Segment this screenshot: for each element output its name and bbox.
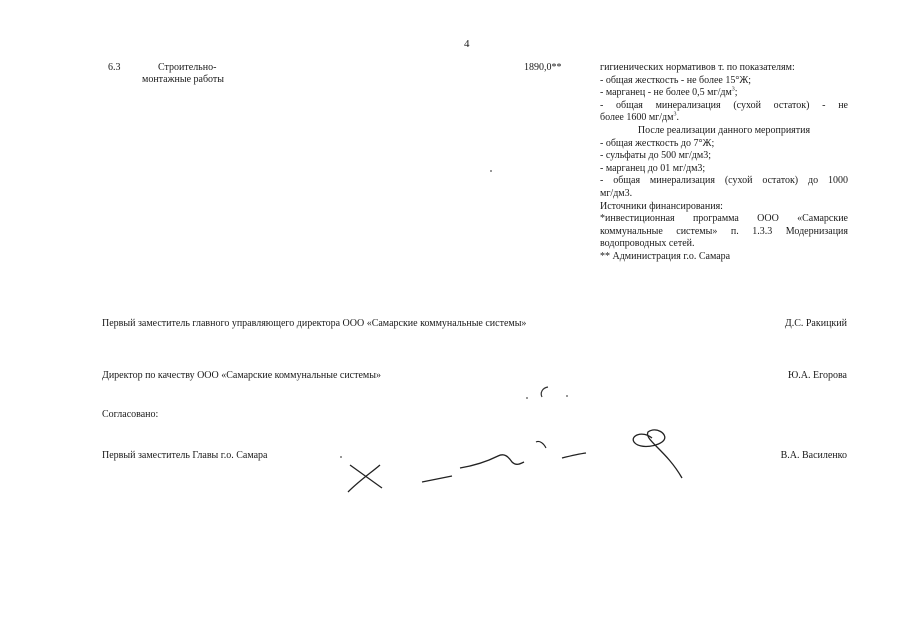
amount: 1890,0** xyxy=(524,62,562,73)
scan-speck xyxy=(526,397,528,399)
signatory-position: Первый заместитель Главы г.о. Самара xyxy=(102,450,268,461)
signatory-position: Директор по качеству ООО «Самарские коммунальные системы» xyxy=(102,370,381,381)
desc-line: - общая минерализация (сухой остаток) до 1000 xyxy=(600,175,848,187)
handwritten-signature xyxy=(330,420,710,500)
desc-line: коммунальные системы» п. 1.3.3 Модернизация xyxy=(600,225,848,237)
work-name-line1: Строительно- xyxy=(158,62,217,73)
work-name-line2: монтажные работы xyxy=(142,74,225,85)
scan-speck xyxy=(566,395,568,397)
desc-line: мг/дм3. xyxy=(600,187,633,199)
desc-line: более 1600 $мг/дм^3$. xyxy=(600,112,679,124)
desc-line: гигиенических нормативов т. по показателям: xyxy=(600,62,795,73)
desc-line: Источники финансирования: xyxy=(600,200,723,212)
signatory-name: Д.С. Ракицкий xyxy=(784,318,847,329)
signature-mark-small xyxy=(536,384,552,400)
desc-line: - сульфаты до 500 мг/дм3; xyxy=(600,150,711,162)
desc-line: водопроводных сетей. xyxy=(600,238,695,250)
signatory-name: Ю.А. Егорова xyxy=(788,370,847,381)
desc-line: - общая жесткость - не более 15°Ж; xyxy=(600,74,752,86)
row-number: 6.3 xyxy=(108,62,121,73)
desc-line: - марганец - не более 0,5 $мг/дм^3$; xyxy=(600,86,738,99)
agreed-label: Согласовано: xyxy=(102,409,159,420)
signatory-position: Первый заместитель главного управляющего директора ООО «Самарские коммунальные системы» xyxy=(102,318,527,329)
signatory-name: В.А. Василенко xyxy=(780,450,847,461)
desc-line: - общая жесткость до 7°Ж; xyxy=(600,137,715,149)
desc-line: После реализации данного мероприятия xyxy=(637,124,811,136)
description xyxy=(600,62,848,264)
desc-line: - общая минерализация (сухой остаток) - не xyxy=(600,99,848,111)
work-name xyxy=(142,62,224,86)
page-number: 4 xyxy=(464,38,470,50)
desc-line: ** Администрация г.о. Самара xyxy=(600,250,731,262)
desc-line: *инвестиционная программа ООО «Самарские xyxy=(600,213,848,225)
scan-speck xyxy=(490,170,492,172)
desc-line: - марганец до 01 мг/дм3; xyxy=(600,162,706,174)
